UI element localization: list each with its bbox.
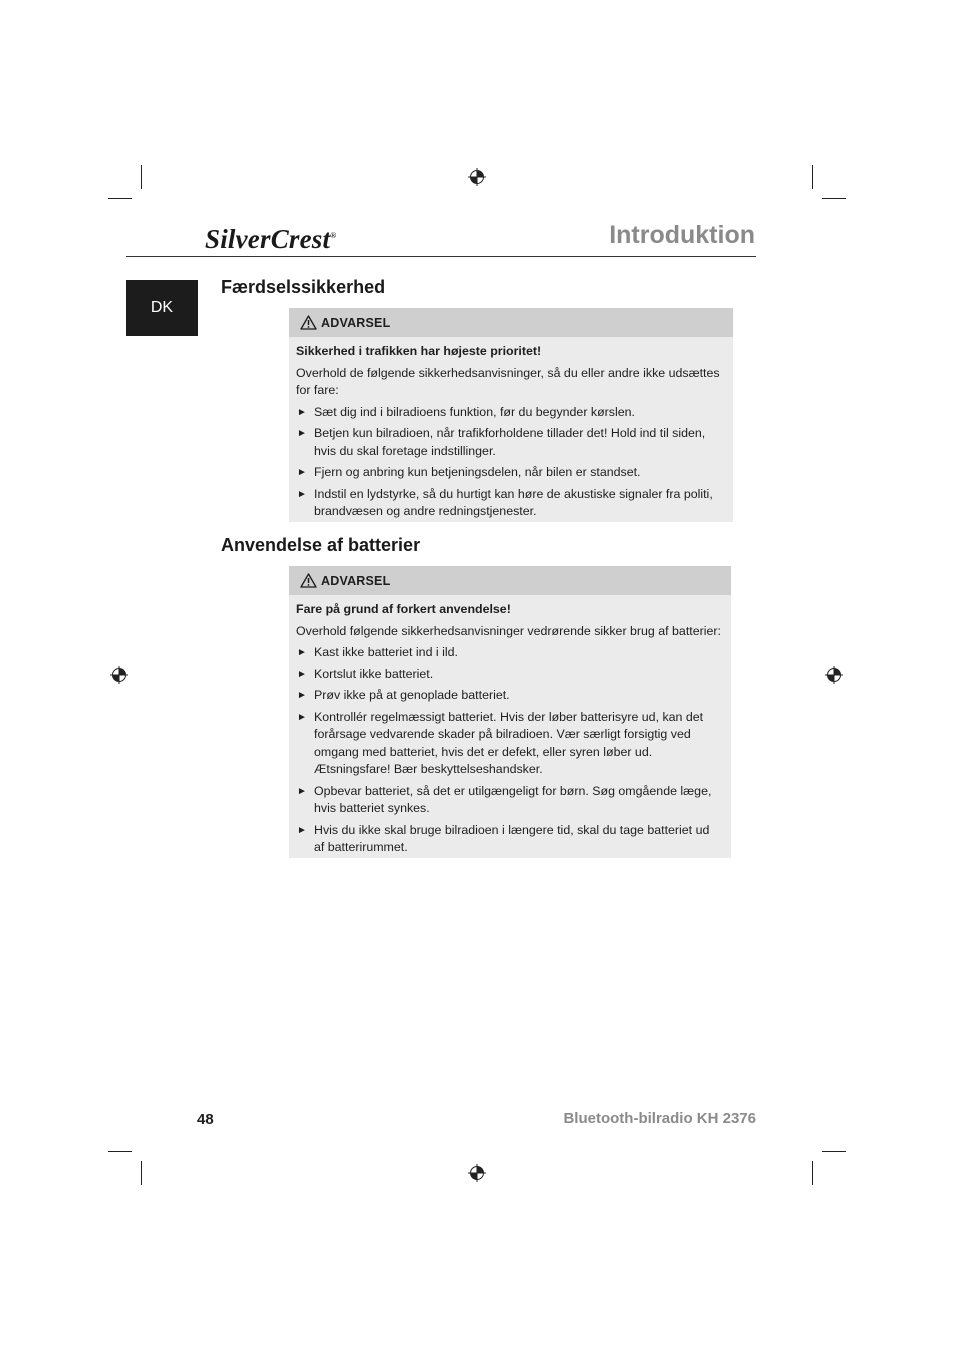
registration-mark-icon <box>825 666 843 684</box>
bullet-arrow-icon: ► <box>297 824 307 836</box>
warning-bullet-list <box>296 404 723 521</box>
list-item <box>296 404 723 422</box>
list-item <box>296 783 721 818</box>
registration-mark-icon <box>468 168 486 186</box>
list-item-text: Indstil en lydstyrke, så du hurtigt kan høre de akustiske signaler fra politi, brandvæsen og andre redningstjenester. <box>314 486 713 518</box>
warning-header <box>289 566 731 595</box>
language-tab <box>126 280 198 336</box>
warning-box <box>289 566 731 858</box>
footer-product-name: Bluetooth-bilradio KH 2376 <box>563 1110 756 1127</box>
crop-mark <box>822 1151 846 1152</box>
warning-subtitle: Fare på grund af forkert anvendelse! <box>296 602 511 616</box>
list-item <box>296 644 721 662</box>
brand-name: SilverCrest <box>205 224 331 254</box>
list-item <box>296 425 723 460</box>
page-title: Introduktion <box>609 221 755 249</box>
crop-mark <box>141 165 142 189</box>
warning-triangle-icon <box>300 573 317 588</box>
list-item-text: Fjern og anbring kun betjeningsdelen, når bilen er standset. <box>314 465 641 479</box>
list-item <box>296 666 721 684</box>
list-item-text: Sæt dig ind i bilradioens funktion, før du begynder kørslen. <box>314 404 635 419</box>
warning-label: ADVARSEL <box>321 573 391 588</box>
bullet-arrow-icon: ► <box>297 690 307 701</box>
section-heading: Færdselssikkerhed <box>221 277 386 297</box>
list-item-text: Betjen kun bilradioen, når trafikforholdene tillader det! Hold ind til siden, hvis du skal foretage indstillinger. <box>314 426 706 458</box>
crop-mark <box>141 1161 142 1185</box>
section-heading: Anvendelse af batterier <box>221 535 421 555</box>
bullet-arrow-icon: ► <box>297 406 307 418</box>
warning-label: ADVARSEL <box>321 315 391 330</box>
brand-registered-mark: ® <box>330 231 337 240</box>
bullet-arrow-icon: ► <box>297 467 307 478</box>
list-item-text: Hvis du ikke skal bruge bilradioen i længere tid, skal du tage batteriet ud af batterirummet. <box>314 822 710 854</box>
warning-triangle-icon <box>300 315 317 330</box>
crop-mark <box>108 198 132 199</box>
list-item-text: Kontrollér regelmæssigt batteriet. Hvis der løber batterisyre ud, kan det forårsage vedvarende skader på bilradioen. Vær særligt forsigtig ved omgang med batteriet, hvis det er defekt, eller syren løber ud. Ætsningsfare! Bær beskyttelseshandsker. <box>314 709 704 776</box>
list-item-text: Kast ikke batteriet ind i ild. <box>314 645 458 659</box>
warning-subtitle: Sikkerhed i trafikken har højeste prioritet! <box>296 344 542 358</box>
registration-mark-icon <box>468 1164 486 1182</box>
language-tab-label: DK <box>150 299 174 316</box>
list-item-text: Opbevar batteriet, så det er utilgængeligt for børn. Søg omgående læge, hvis batteriet synkes. <box>314 783 712 815</box>
warning-body <box>289 337 733 529</box>
warning-intro: Overhold følgende sikkerhedsanvisninger vedrørende sikker brug af batterier: <box>296 623 721 638</box>
bullet-arrow-icon: ► <box>297 488 307 500</box>
bullet-arrow-icon: ► <box>297 668 307 680</box>
page-number: 48 <box>197 1111 214 1128</box>
warning-bullet-list <box>296 644 721 857</box>
list-item <box>296 486 723 521</box>
registration-mark-icon <box>110 666 128 684</box>
warning-header <box>289 308 733 337</box>
list-item <box>296 687 721 705</box>
list-item-text: Kortslut ikke batteriet. <box>314 666 434 681</box>
warning-box <box>289 308 733 522</box>
list-item <box>296 709 721 779</box>
crop-mark <box>812 165 813 189</box>
warning-intro: Overhold de følgende sikkerhedsanvisninger, så du eller andre ikke udsættes for fare: <box>296 365 720 397</box>
bullet-arrow-icon: ► <box>297 711 307 723</box>
brand-logo <box>205 224 336 255</box>
warning-body <box>289 595 731 865</box>
bullet-arrow-icon: ► <box>297 785 307 797</box>
bullet-arrow-icon: ► <box>297 428 307 439</box>
crop-mark <box>108 1151 132 1152</box>
list-item <box>296 822 721 857</box>
list-item <box>296 464 723 482</box>
crop-mark <box>812 1161 813 1185</box>
crop-mark <box>822 198 846 199</box>
bullet-arrow-icon: ► <box>297 647 307 658</box>
header-divider <box>126 256 756 257</box>
list-item-text: Prøv ikke på at genoplade batteriet. <box>314 688 510 702</box>
